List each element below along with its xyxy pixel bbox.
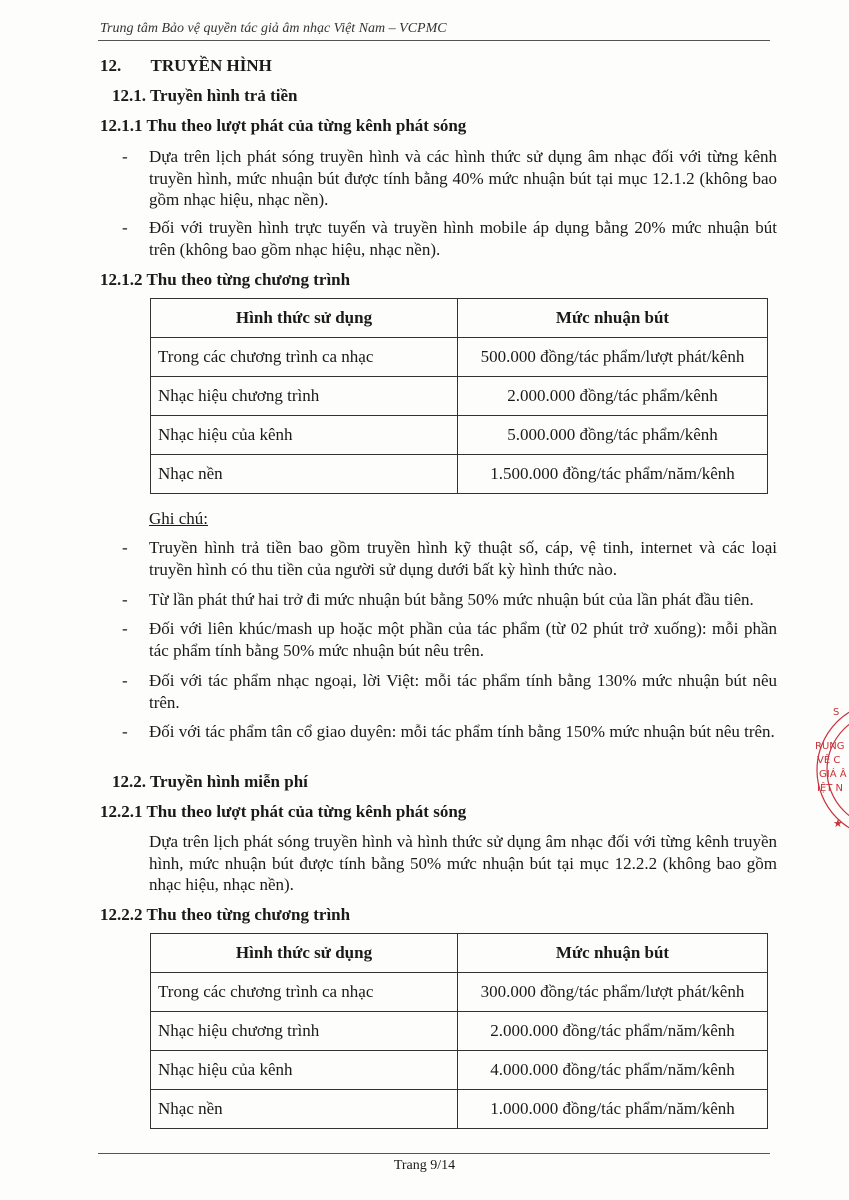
table-row: Nhạc hiệu chương trình 2.000.000 đồng/tác phẩm/kênh: [151, 377, 768, 416]
table-row: Nhạc hiệu của kênh 5.000.000 đồng/tác phẩm/kênh: [151, 416, 768, 455]
paragraph: Dựa trên lịch phát sóng truyền hình và hình thức sử dụng âm nhạc đối với từng kênh truyền hình, mức nhuận bút được tính bằng 50% mức nhuận bút tại mục 12.2.2 (không bao gồm nhạc hiệu, nhạc nền).: [149, 832, 777, 894]
section-number: 12.: [100, 56, 122, 75]
note-item: - Đối với liên khúc/mash up hoặc một phần của tác phẩm (từ 02 phút trở xuống): mỗi phần tác phẩm tính bằng 50% mức nhuận bút nêu trên.: [122, 619, 777, 660]
note-item: - Từ lần phát thứ hai trở đi mức nhuận bút bằng 50% mức nhuận bút của lần phát đầu tiên.: [122, 590, 754, 609]
red-stamp-fragment: [805, 695, 849, 845]
page-header: Trung tâm Bảo vệ quyền tác giả âm nhạc Việt Nam – VCPMC: [100, 21, 447, 36]
table-row: Nhạc nền 1.500.000 đồng/tác phẩm/năm/kênh: [151, 455, 768, 494]
table-row: Nhạc hiệu chương trình 2.000.000 đồng/tác phẩm/năm/kênh: [151, 1012, 768, 1051]
bullet-item: - Dựa trên lịch phát sóng truyền hình và các hình thức sử dụng âm nhạc đối với từng kênh truyền hình, mức nhuận bút được tính bằng 40% mức nhuận bút tại mục 12.1.2 (không bao gồm nhạc hiệu, nhạc nền).: [122, 147, 777, 209]
heading-12-2-1: 12.2.1 Thu theo lượt phát của từng kênh phát sóng: [100, 802, 467, 821]
svg-text:★: ★: [833, 817, 843, 830]
table-row: Trong các chương trình ca nhạc 500.000 đồng/tác phẩm/lượt phát/kênh: [151, 338, 768, 377]
table-header-row: Hình thức sử dụng Mức nhuận bút: [151, 299, 768, 338]
svg-text:RUNG: RUNG: [815, 741, 845, 752]
svg-text:VỆ C: VỆ C: [817, 755, 841, 766]
svg-text:S: S: [833, 707, 840, 718]
footer-divider: [98, 1153, 770, 1154]
header-divider: [98, 40, 770, 41]
table-header-row: Hình thức sử dụng Mức nhuận bút: [151, 934, 768, 973]
section-heading: [100, 56, 272, 76]
note-item: - Đối với tác phẩm nhạc ngoại, lời Việt: mỗi tác phẩm tính bằng 130% mức nhuận bút nêu trên.: [122, 671, 777, 712]
heading-12-1: 12.1. Truyền hình trả tiền: [112, 86, 298, 105]
table-row: Nhạc hiệu của kênh 4.000.000 đồng/tác phẩm/năm/kênh: [151, 1051, 768, 1090]
note-item: - Truyền hình trả tiền bao gồm truyền hình kỹ thuật số, cáp, vệ tinh, internet và các loại truyền hình có thu tiền của người sử dụng dưới bất kỳ hình thức nào.: [122, 538, 777, 579]
heading-12-2-2: 12.2.2 Thu theo từng chương trình: [100, 905, 351, 924]
page-number: Trang 9/14: [393, 1158, 456, 1173]
table-row: Nhạc nền 1.000.000 đồng/tác phẩm/năm/kênh: [151, 1090, 768, 1129]
section-title: TRUYỀN HÌNH: [150, 56, 272, 75]
table-row: Trong các chương trình ca nhạc 300.000 đồng/tác phẩm/lượt phát/kênh: [151, 973, 768, 1012]
heading-12-1-1: 12.1.1 Thu theo lượt phát của từng kênh phát sóng: [100, 116, 467, 135]
bullet-item: - Đối với truyền hình trực tuyến và truyền hình mobile áp dụng bằng 20% mức nhuận bút trên (không bao gồm nhạc hiệu, nhạc nền).: [122, 218, 777, 259]
rates-table-free-tv: [150, 933, 768, 1129]
svg-text:GIÁ Â: GIÁ Â: [819, 769, 847, 780]
rates-table-paid-tv: [150, 298, 768, 494]
svg-text:IỆT N: IỆT N: [817, 783, 844, 794]
notes-label: Ghi chú:: [149, 509, 209, 528]
heading-12-2: 12.2. Truyền hình miễn phí: [112, 772, 308, 791]
heading-12-1-2: 12.1.2 Thu theo từng chương trình: [100, 270, 351, 289]
note-item: - Đối với tác phẩm tân cổ giao duyên: mỗi tác phẩm tính bằng 150% mức nhuận bút nêu trên.: [122, 722, 775, 741]
